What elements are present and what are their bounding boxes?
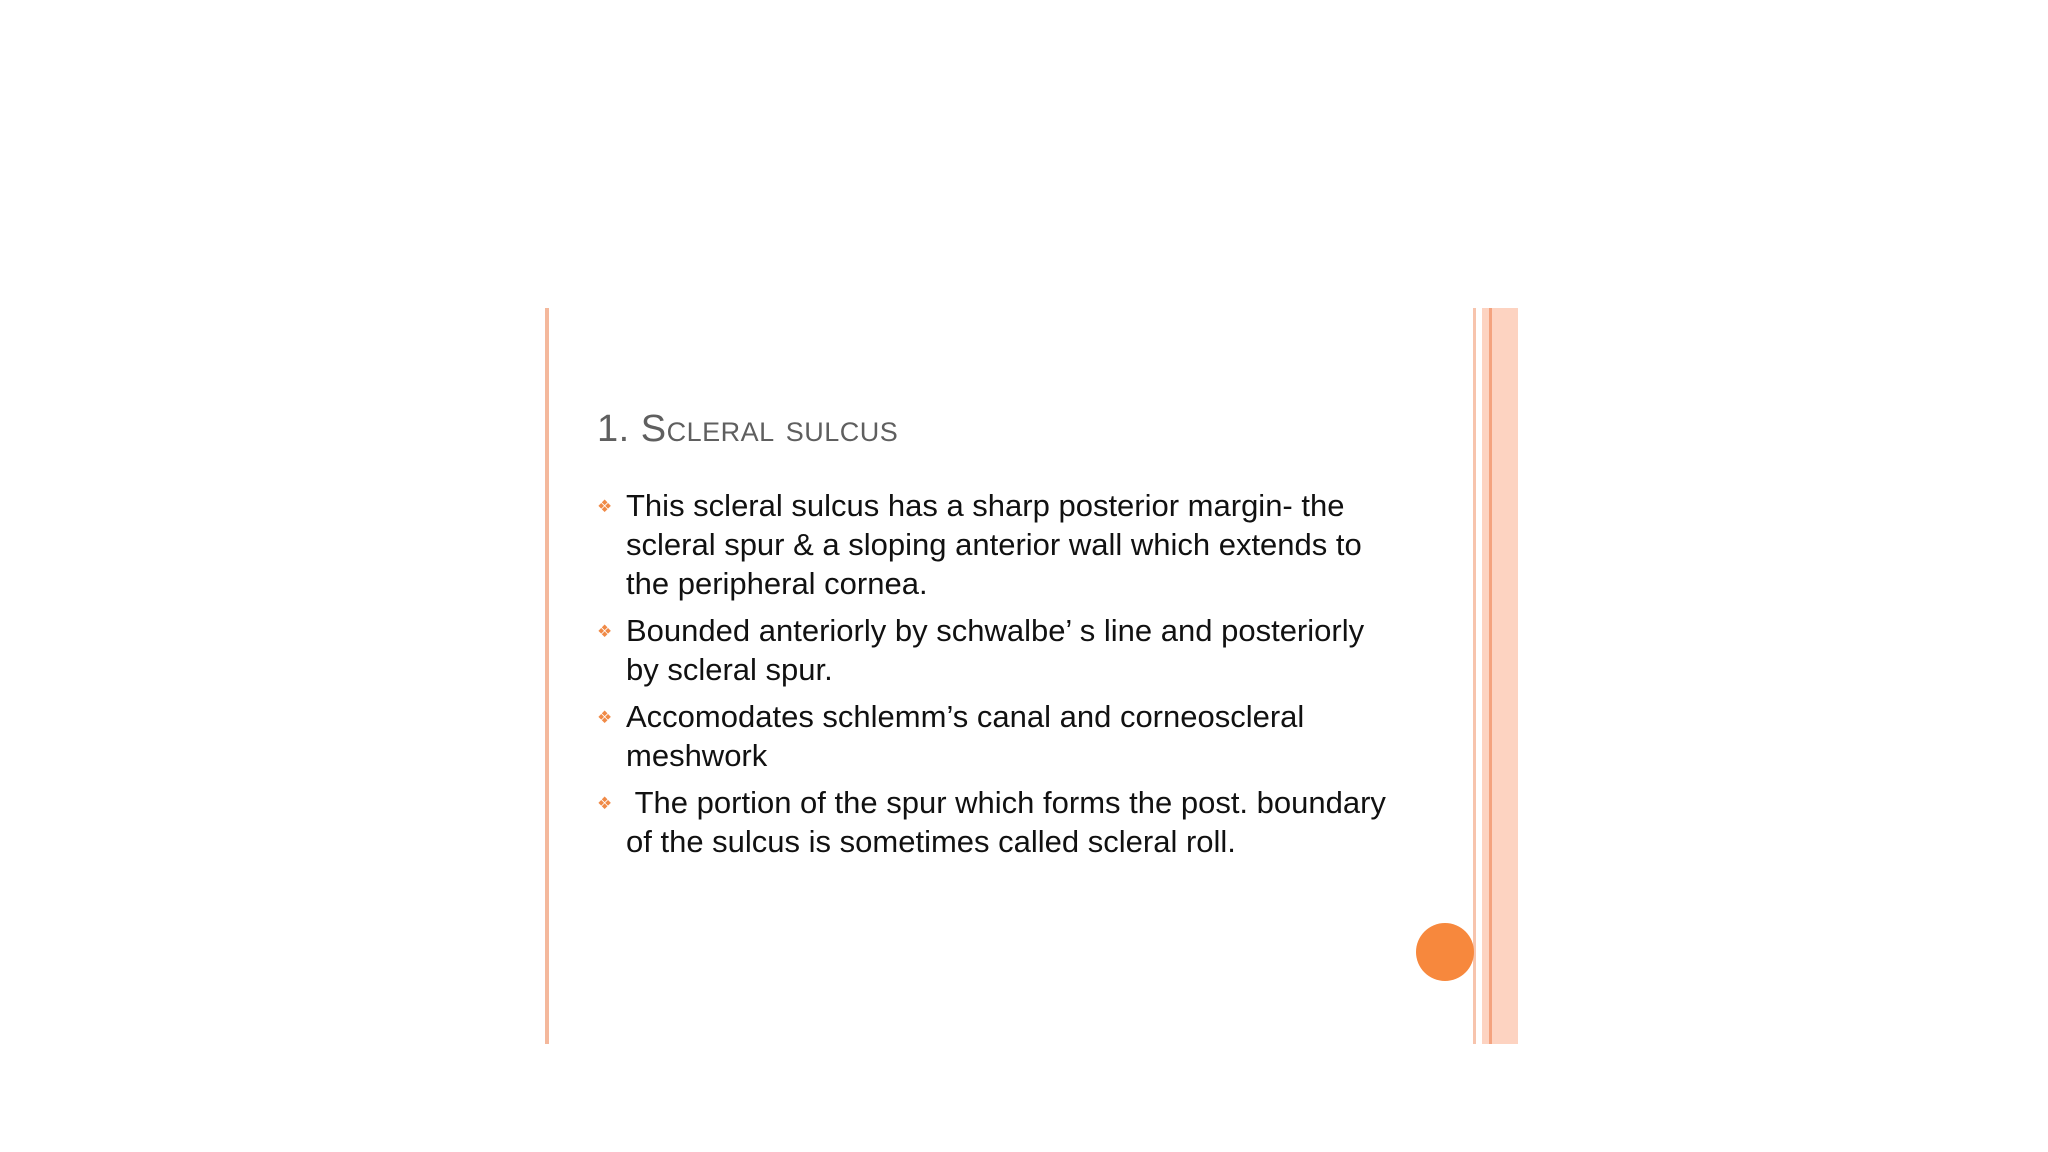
- bullet-text: Bounded anteriorly by schwalbe’ s line and posteriorly by scleral spur.: [626, 613, 1373, 687]
- bullet-text: Accomodates schlemm’s canal and corneoscleral meshwork: [626, 699, 1313, 773]
- bullet-item: [597, 486, 1387, 603]
- bullet-item: [597, 783, 1395, 861]
- slide-title: 1. Scleral sulcus: [597, 408, 899, 450]
- bullet-text: This scleral sulcus has a sharp posterior margin- the scleral spur & a sloping anterior wall which extends to the peripheral cornea.: [626, 488, 1371, 601]
- orange-circle-decoration: [1416, 923, 1474, 981]
- left-accent-rule: [545, 308, 549, 1044]
- four-diamond-bullet-icon: ❖: [597, 708, 613, 727]
- bullet-text: The portion of the spur which forms the post. boundary of the sulcus is sometimes called scleral roll.: [626, 785, 1395, 859]
- bullet-item: [597, 611, 1387, 689]
- four-diamond-bullet-icon: ❖: [597, 794, 613, 813]
- right-accent-rule-thin: [1473, 308, 1476, 1044]
- slide: [545, 308, 1518, 1044]
- right-accent-rule: [1489, 308, 1492, 1044]
- four-diamond-bullet-icon: ❖: [597, 622, 613, 641]
- four-diamond-bullet-icon: ❖: [597, 497, 613, 516]
- right-accent-band: [1482, 308, 1518, 1044]
- bullet-list: [597, 486, 1395, 869]
- bullet-item: [597, 697, 1387, 775]
